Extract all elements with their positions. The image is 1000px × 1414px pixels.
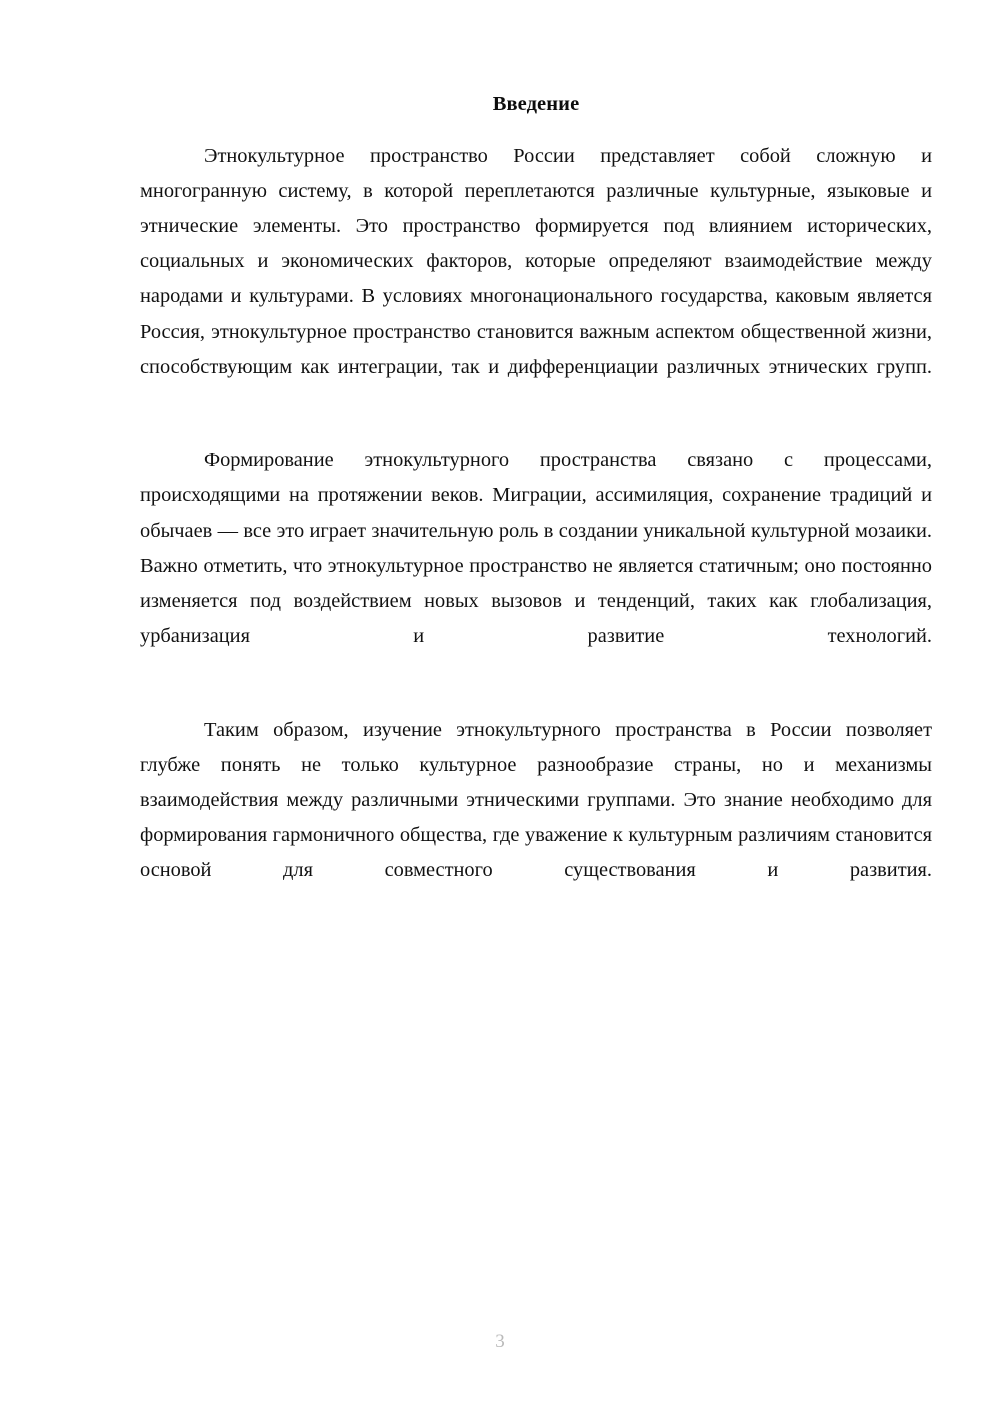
body-paragraph: Таким образом, изучение этнокультурного пространства в России позволяет глубже понять не только культурное разнообразие страны, но и механизмы взаимодействия между различными этническими группами. Это знание необходимо для формирования гармоничного общества, где уважение к культурным различиям становится основой для совместного существования и развития. bbox=[140, 718, 932, 882]
body-paragraphs bbox=[140, 139, 932, 924]
page-number: 3 bbox=[495, 1331, 505, 1352]
page-text-body bbox=[140, 0, 932, 924]
page-title: Введение bbox=[492, 93, 580, 115]
body-paragraph: Этнокультурное пространство России представляет собой сложную и многогранную систему, в которой переплетаются различные культурные, языковые и этнические элементы. Это пространство формируется под влиянием исторических, социальных и экономических факторов, которые определяют взаимодействие между народами и культурами. В условиях многонационального государства, каковым является Россия, этнокультурное пространство становится важным аспектом общественной жизни, способствующим как интеграции, так и дифференциации различных этнических групп. bbox=[140, 144, 932, 378]
body-paragraph: Формирование этнокультурного пространства связано с процессами, происходящими на протяжении веков. Миграции, ассимиляция, сохранение традиций и обычаев — все это играет значительную роль в создании уникальной культурной мозаики. Важно отметить, что этнокультурное пространство не является статичным; оно постоянно изменяется под воздействием новых вызовов и тенденций, таких как глобализация, урбанизация и развитие технологий. bbox=[140, 449, 932, 648]
